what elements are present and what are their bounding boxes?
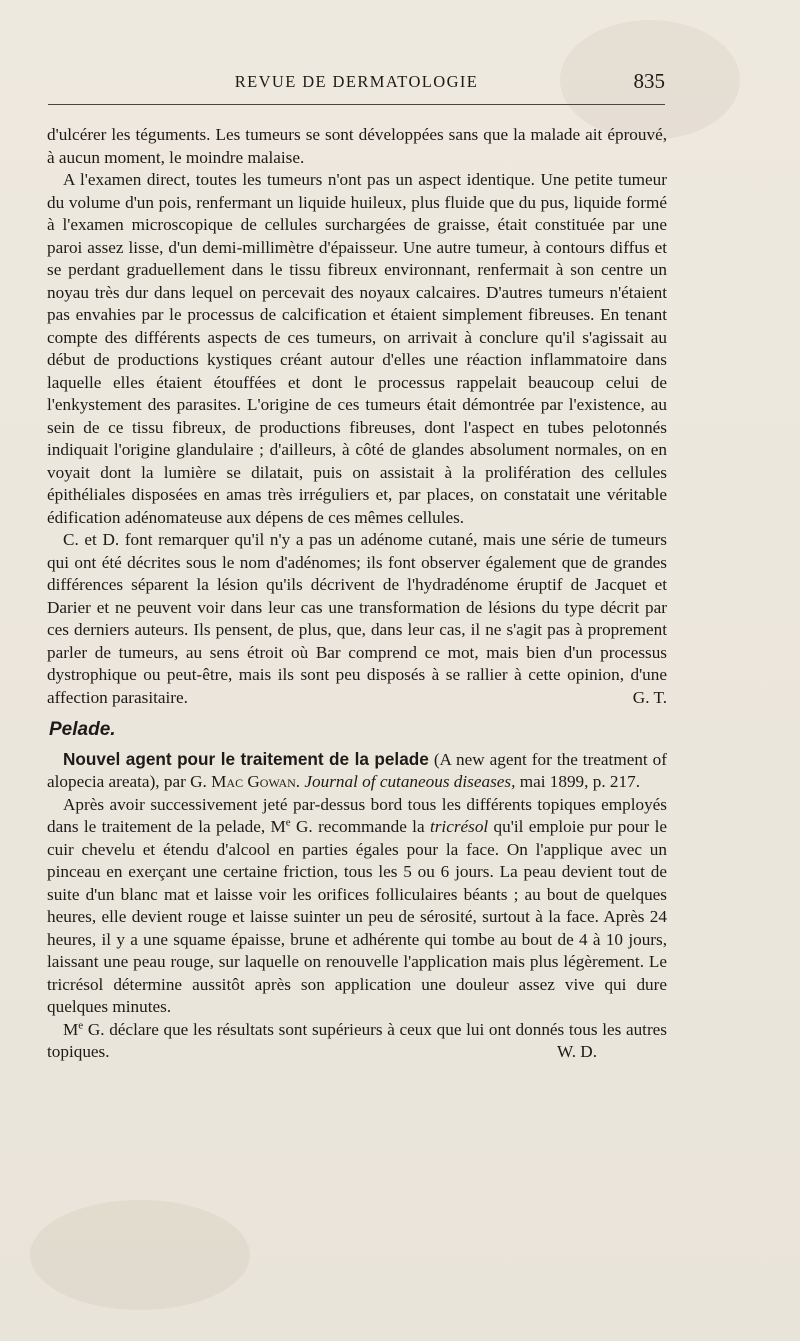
p4-term: tricrésol	[429, 817, 489, 836]
p4-superscript: e	[285, 816, 291, 829]
article-ref-part2: mai 1899, p. 217.	[519, 772, 641, 791]
section-heading: Pelade.	[49, 719, 116, 740]
p4-part-a: Après avoir successivement jeté par-dessus bord tous les différents topiques employés dans le traitement de la pelade, M	[47, 794, 667, 836]
article-journal: Journal of cutaneous diseases,	[304, 772, 516, 791]
paragraph-treatment	[47, 794, 667, 1019]
paragraph-continuation: d'ulcérer les téguments. Les tumeurs se sont développées sans que la malade ait éprouvé, à aucun moment, le moindre malaise.	[47, 125, 667, 167]
page-number: 835	[633, 69, 665, 93]
paragraph-examination: A l'examen direct, toutes les tumeurs n'ont pas un aspect identique. Une petite tumeur du volume d'un pois, renfermant un liquide huileux, plus fluide que du pus, liquide formé à l'examen microscopique de cellules surchargées de graisse, était constituée par une paroi assez lisse, d'un demi-millimètre d'épaisseur. Une autre tumeur, à contours diffus et se perdant graduellement dans le tissu fibreux environnant, renfermait à son centre un noyau très dur dans lequel on percevait des noyaux calcaires. D'autres tumeurs n'étaient pas envahies par le processus de calcification et étaient simplement fibreuses. En tenant compte des différents aspects de ces tumeurs, on arrivait à conclure qu'il s'agissait au début de productions kystiques créant autour d'elles une réaction inflammatoire dans laquelle elles étaient étouffées et dont le processus rappelait beaucoup celui de l'enkystement des parasites. L'origine de ces tumeurs était démontrée par l'existence, au sein de ce tissu fibreux, de productions fibreuses, dont l'aspect en tubes pelotonnés indiquait l'origine glandulaire ; d'ailleurs, à côté de glandes absolument normales, on en voyait dont la lumière se dilatait, puis on assistait à la prolifération des cellules épithéliales disposées en amas très irréguliers et, par places, on constatait une véritable édification adénomateuse aux dépens de ces mêmes cellules.	[47, 170, 667, 527]
paragraph-conclusion	[47, 1019, 667, 1064]
page-body	[47, 124, 667, 1064]
p5-part-b: G. déclare que les résultats sont supérieurs à ceux que lui ont donnés tous les autres topiques.	[47, 1019, 667, 1061]
p4-part-b: G. recommande la	[290, 817, 430, 836]
author-signature-2: W. D.	[557, 1042, 597, 1061]
article-reference	[47, 748, 667, 794]
article-ref-part1: (A new agent for the treatment of alopecia areata), par G.	[47, 749, 668, 791]
p5-part-a: M	[63, 1019, 79, 1039]
article-title: Nouvel agent pour le traitement de la pelade	[63, 748, 429, 769]
paper-stain	[30, 1200, 250, 1310]
p5-superscript: e	[78, 1018, 84, 1031]
article-author: Mac Gowan.	[211, 772, 301, 791]
running-header	[48, 70, 665, 100]
paragraph-remarks	[47, 529, 667, 709]
paragraph-remarks-text: C. et D. font remarquer qu'il n'y a pas un adénome cutané, mais une série de tumeurs qui ont été décrites sous le nom d'adénomes; ils font observer également que de grandes différences séparent la lésion qu'ils décrivent de l'hydradénome éruptif de Jacquet et Darier et ne peuvent voir dans leur cas une transformation de lésions du type décrit par ces derniers auteurs. Ils pensent, de plus, que, dans leur cas, il ne s'agit pas à proprement parler de tumeurs, au sens étroit où Bar comprend ce mot, mais bien d'un processus dystrophique ou peut-être, mais ils sont peu disposés à se rallier à cette opinion, d'une affection parasitaire.	[47, 530, 667, 707]
p4-part-c: qu'il emploie pur pour le cuir chevelu et étendu d'alcool en parties égales pour la face. On l'applique avec un pinceau en exerçant une certaine friction, tous les 5 ou 6 jours. La peau devient tout de suite d'un blanc mat et laisse voir les orifices folliculaires béants ; au bout de quelques heures, elle devient rouge et laisse suinter un peu de sérosité, surtout à la face. Après 24 heures, il y a une squame épaisse, brune et adhérente qui tombe au bout de 4 à 10 jours, laissant une peau rouge, sur laquelle on renouvelle l'application mais plus légèrement. Le tricrésol détermine aussitôt après son application une douleur assez vive qui dure quelques minutes.	[47, 817, 667, 1016]
running-title: REVUE DE DERMATOLOGIE	[234, 72, 479, 91]
header-rule	[48, 104, 665, 105]
author-signature: G. T.	[632, 687, 667, 707]
